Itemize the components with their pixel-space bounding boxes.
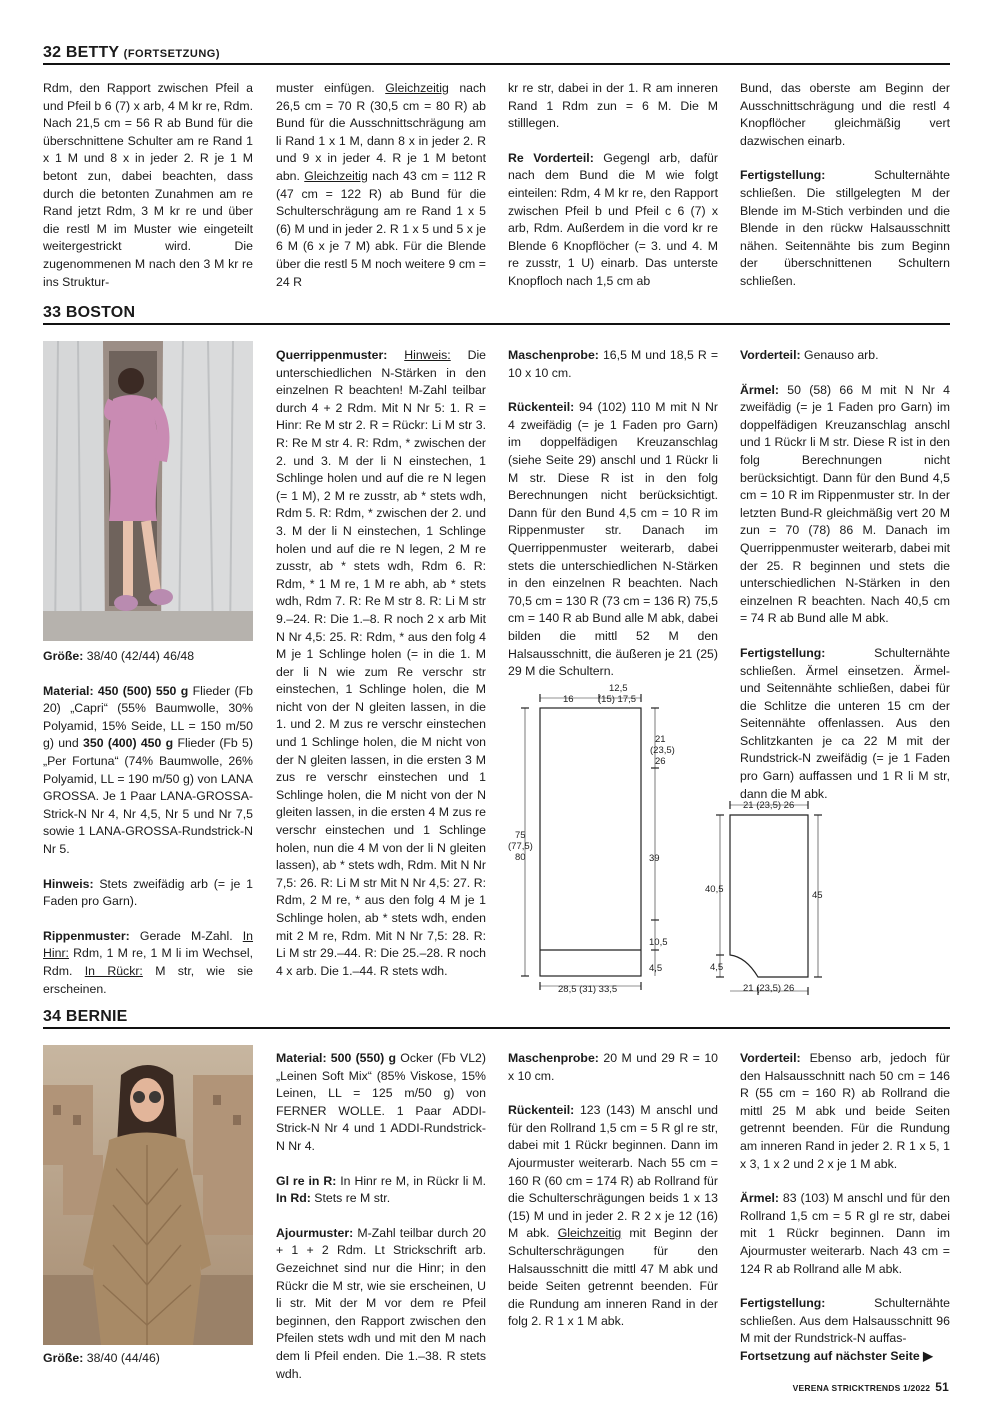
dim-total-length-2: (77,5): [508, 841, 533, 852]
dim-sleeve-right: 45: [812, 890, 823, 901]
betty-column-2: muster einfügen. Gleichzeitig nach 26,5 cm = 70 R (30,5 cm = 80 R) ab Bund für die Ausschnittschrägung am li Rand 1 x 1 M, dann 8 x in jeder 2. R und 9 x in jeder 4. R je 1 M betont abn. Gleichzeitig nach 43 cm = 112 R (47 cm = 122 R) ab Bund für die Schulterschrägung am re Rand 1 x 5 (6) M und in jeder 2. R 1 x 5 und 5 x je 6 M (6 x je 7 M) abk. Für die Blende über die restl 5 M noch weitere 9 cm = 24 R: [276, 81, 487, 289]
dim-neck-sizes: (15) 17,5: [598, 694, 637, 705]
section-title-betty: 32 BETTY (FORTSETZUNG): [43, 44, 220, 61]
sleeve-outline: [730, 815, 808, 977]
section-title-bernie: 34 BERNIE: [43, 1008, 128, 1025]
dim-width: 28,5 (31) 33,5: [558, 984, 618, 995]
page-footer: [793, 1380, 949, 1394]
bernie-column-2: Material: 500 (550) g Ocker (Fb VL2) „Leinen Soft Mix“ (85% Viskose, 15% Leinen, LL = 125 m/50 g) von FERNER WOLLE. 1 Paar ADDI-Strick-N Nr 4 und 1 ADDI-Rundstrick-N Nr 4. Gl re in R: In Hinr re M, in Rückr li M. In Rd: Stets re M str. Ajourmuster: M-Zahl teilbar durch 20 + 1 + 2 Rdm. Lt Strickschrift arb. Gezeichnet sind nur die Hinr; in den Rückr die M str, wie sie erscheinen, U li str. Mit der M vor dem re Pfeil beginnen, den Rapport zwischen den Pfeilen stets wdh und mit den M nach dem li Pfeil enden. Die 1.–38. R stets wdh.: [276, 1051, 486, 1381]
page-number: 51: [935, 1380, 949, 1394]
bernie-photo: [43, 1045, 253, 1345]
dim-bund: 4,5: [649, 963, 663, 974]
bernie-column-4: Vorderteil: Ebenso arb, jedoch für den Halsausschnitt nach 50 cm = 146 R (55 cm = 160 R) ab Rollrand die mittl 25 M abk und beide Seiten getrennt beenden. Für die Rundung am inneren Rand in jeder 2. R 1 x 5, 1 x 3, 1 x 2 und 2 x je 1 M abk. Ärmel: 83 (103) M anschl und für den Rollrand 1,5 cm = 5 R gl re str, dabei mit 1 Rückr beginnen. Dann im Ajourmuster weiterarb. Nach 43 cm = 124 R ab Rollrand alle M abk. Fertigstellung: Schulternähte schließen. Aus dem Halsausschnitt 96 M mit der Rundstrick-N auffas- Fortsetzung auf nächster Seite ▶: [740, 1051, 951, 1363]
dim-sleeve-top: 21 (23,5) 26: [743, 800, 795, 811]
boston-back-schematic: [505, 680, 680, 1000]
boston-column-4: Vorderteil: Genauso arb. Ärmel: 50 (58) 66 M mit N Nr 4 zweifädig (= je 1 Faden pro Garn) im doppelfädigen Kreuzanschlag anschl und 1 Rückr li M str. Diese R ist in den folg Berechnungen nicht berücksichtigt. Dann für den Bund 4,5 cm = 10 R im Rippenmuster str. In der letzten Bund-R gleichmäßig vert 20 M zun = 70 (78) 86 M. Danach im Querrippenmuster weiterarb, dabei mit der 25. R beginnen und stets die unterschiedlichen N-Stärken in den einzelnen R beachten. Nach 40,5 cm = 74 R ab Bund alle M abk. Fertigstellung: Schulternähte schließen. Ärmel einsetzen. Ärmel- und Seitennähte schließen, dabei für die Schlitze die unteren 15 cm der Seitennähte offenlassen. Aus den Schlitzkanten je ca 22 M mit der Rundstrick-N zweifädig (= je 1 Faden pro Garn) auffassen und 1 R li M str, dann die M abk.: [740, 348, 950, 801]
continued-next-page: Fortsetzung auf nächster Seite ▶: [740, 1348, 933, 1363]
betty-column-4: Bund, das oberste am Beginn der Ausschnittschrägung und die restl 4 Knopflöcher gleichmäßig vert dazwischen einarb. Fertigstellung: Schulternähte schließen. Die stillgelegten M der Blende im M-Stich verbinden und die Blende in den rückw Halsausschnitt nähen. Seitennähte bis zum Beginn der überschnittenen Schultern schließen.: [740, 81, 950, 288]
dim-total-length-3: 80: [515, 852, 526, 863]
betty-column-1: Rdm, den Rapport zwischen Pfeil a und Pfeil b 6 (7) x arb, 4 M kr re, Rdm. Nach 21,5 cm = 56 R ab Bund für die überschnittene Schulter am re Rand 1 x 1 M und 8 x in jeder 2. R je 1 M betont zun, dabei beachten, dass durch die betonten Zunahmen am re Rand jetzt Rdm, 3 M kr re und über die restl M im Muster wie eingeteilt weitergestrickt wird. Die zugenommenen M nach den 3 M kr re ins Struktur-: [43, 81, 253, 289]
section-rule: [43, 1027, 950, 1029]
section-rule: [43, 63, 950, 65]
dim-sleeve-left: 40,5: [705, 884, 724, 895]
dim-armhole-2: (23,5): [650, 745, 675, 756]
dim-armhole: 21: [655, 734, 666, 745]
bernie-photo-illustration: [43, 1045, 253, 1345]
boston-photo-illustration: [43, 341, 253, 641]
dim-shoulder: 16: [563, 694, 574, 705]
betty-column-3: kr re str, dabei in der 1. R am inneren Rand 1 Rdm zun = 6 M. Die M stilllegen. Re Vorderteil: Gegengl arb, dafür nach dem Bund die M wie folgt einteilen: Rdm, 4 M kr re, den Rapport zwischen Pfeil b und Pfeil c 6 (7) x arb, Rdm. Außerdem in die vord kr re Blende 6 Knopflöcher (= 3. und 4. M re zusstr, 1 U) einarb. Das unterste Knopfloch nach 1,5 cm ab: [508, 81, 718, 288]
boston-column-2: Querrippenmuster: Hinweis: Die unterschiedlichen N-Stärken in den einzelnen R beachten! M-Zahl teilbar durch 4 + 2 Rdm. Mit N Nr 5: 1. R = Hinr: Re M str 2. R = Rückr: Li M str 3. R: Re M str 4. R: Rdm, * zwischen der 2. und 3. M der li N einstechen, 1 Schlinge holen und auf die re N legen (= 1 M), 2 M re zusstr, ab * stets wdh, Rdm 5. R: Rdm, * zwischen der 2. und 3. M der li N einstechen, 1 Schlinge holen und auf die re N legen, 2 M re zusstr, ab * stets wdh, Rdm 6. R: Rdm, * 1 M re, 1 M re abh, ab * stets wdh, Rdm 7. R: Re M str 8. R: Li M str 9.–24. R: Die 1.–8. R noch 2 x arb Mit N Nr 4,5: 25. R: Rdm, * aus den folg 4 M je 1 Schlinge holen (= in die 1. M der li N wie zum Re verschr str einstechen, 1 Schlinge holen, die M nicht von der N gleiten lassen, in die 1. und 2. M zus re verschr einstechen und 1 Schlinge holen, die M nicht von der N gleiten lassen, in die ersten 3 M zus re verschr einstechen und 1 Schlinge holen, die M nicht von der N gleiten lassen, in die ersten 4 M zus re verschr einstechen und 1 Schlinge holen, nun die 4 M von der li N gleiten lassen), ab * stets wdh, Rdm. Mit N Nr 7,5: 26. R: Li M str Mit N Nr 4,5: 27. R: Rdm, 2 M re, * aus den folg 4 M je 1 Schlinge holen, ab * stets wdh, enden mit 2 M re, Rdm. Mit N Nr 7,5: 28. R: Li M str 29.–44. R: Die 25.–28. R noch 4 x arb. Die 1.–44. R stets wdh.: [276, 348, 487, 978]
section-title-boston: 33 BOSTON: [43, 304, 136, 321]
dim-sleeve-bottom: 21 (23,5) 26: [743, 983, 795, 994]
boston-sleeve-schematic: [700, 795, 830, 1000]
dim-mid: 39: [649, 853, 660, 864]
bernie-column-1: Größe: 38/40 (44/46): [43, 1351, 160, 1365]
dim-armhole-3: 26: [655, 756, 666, 767]
dim-sleeve-bund: 4,5: [710, 962, 724, 973]
boston-column-3: Maschenprobe: 16,5 M und 18,5 R = 10 x 10 cm. Rückenteil: 94 (102) 110 M mit N Nr 4 zweifädig (= je 1 Faden pro Garn) im doppelfädigen Kreuzanschlag (siehe Seite 29) anschl und 1 Rückr li M str. Diese R ist in den folg Berechnungen nicht berücksichtigt. Dann für den Bund 4,5 cm = 10 R im Rippenmuster str. Danach im Querrippenmuster weiterarb, dabei stets die unterschiedlichen N-Stärken in den einzelnen R beachten. Nach 70,5 cm = 130 R (73 cm = 136 R) 75,5 cm = 140 R ab Bund alle M abk, dabei bilden die mittl 52 M den Halsausschnitt, die äußeren je 21 (25) 29 M die Schultern.: [508, 348, 718, 679]
section-rule: [43, 323, 950, 325]
dim-slit: 10,5: [649, 937, 668, 948]
magazine-name: VERENA STRICKTRENDS 1/2022: [792, 1383, 931, 1393]
boston-photo: [43, 341, 253, 641]
dim-total-length: 75: [515, 830, 526, 841]
schematic-outline: [540, 708, 641, 976]
dim-neck: 12,5: [609, 683, 628, 694]
boston-column-1: Größe: 38/40 (42/44) 46/48 Material: 450 (500) 550 g Flieder (Fb 20) „Capri“ (55% Baumwolle, 30% Polyamid, 15% Seide, LL = 150 m/50 g) und 350 (400) 450 g Flieder (Fb 5) „Per Fortuna“ (74% Baumwolle, 26% Polyamid, LL = 190 m/50 g) von LANA GROSSA. Je 1 Paar LANA-GROSSA-Strick-N Nr 4, Nr 4,5, Nr 5 und Nr 7,5 sowie 1 LANA-GROSSA-Rundstrick-N Nr 5. Hinweis: Stets zweifädig arb (= je 1 Faden pro Garn). Rippenmuster: Gerade M-Zahl. In Hinr: Rdm, 1 M re, 1 M li im Wechsel, Rdm. In Rückr: M str, wie sie erscheinen.: [43, 649, 254, 996]
bernie-column-3: Maschenprobe: 20 M und 29 R = 10 x 10 cm. Rückenteil: 123 (143) M anschl und für den Rollrand 1,5 cm = 5 R gl re str, dabei mit 1 Rückr beginnen. Dann im Ajourmuster weiterarb. Nach 55 cm = 160 R (60 cm = 174 R) ab Rollrand für die Schulterschrägungen beids 1 x 13 (15) M und in jeder 2. R 2 x je 12 (16) M abk. Gleichzeitig mit Beginn der Schulterschrägungen für den Halsausschnitt die mittl 47 M abk und beide Seiten getrennt beenden. Für die Rundung am inneren Rand in der folg 2. R 1 x 1 M abk.: [508, 1051, 719, 1329]
